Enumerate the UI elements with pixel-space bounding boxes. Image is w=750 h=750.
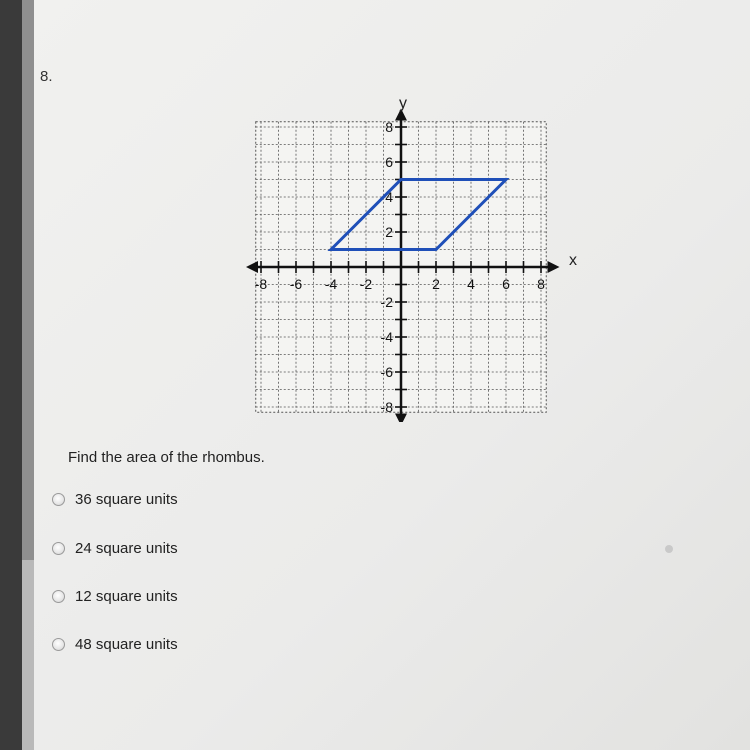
y-tick-label: -4 (380, 329, 393, 345)
answer-option-4[interactable] (52, 633, 178, 655)
x-axis-arrow-left (246, 261, 258, 273)
screen-dust-spot (665, 545, 673, 553)
x-tick-label: -4 (324, 276, 338, 292)
y-tick-label: -8 (380, 399, 393, 415)
y-axis-arrow-down (395, 414, 407, 423)
answer-option-label: 48 square units (75, 635, 178, 653)
question-prompt: Find the area of the rhombus. (68, 449, 265, 466)
radio-button[interactable] (52, 590, 65, 603)
radio-button[interactable] (52, 638, 65, 651)
x-tick-label: 8 (537, 276, 545, 292)
answer-option-label: 36 square units (75, 490, 178, 508)
answer-option-label: 24 square units (75, 539, 178, 557)
question-number: 8. (40, 68, 53, 85)
radio-button[interactable] (52, 542, 65, 555)
x-axis-arrow-right (548, 261, 560, 273)
y-tick-label: -2 (380, 294, 393, 310)
x-tick-label: -2 (359, 276, 373, 292)
y-tick-label: 8 (385, 119, 393, 135)
side-bar-shadow (22, 560, 34, 750)
x-tick-label: 6 (502, 276, 510, 292)
y-axis-label: y (399, 94, 407, 112)
x-tick-label: -6 (289, 276, 303, 292)
question-side-bar (22, 0, 34, 560)
x-tick-label: 4 (467, 276, 475, 292)
answer-option-label: 12 square units (75, 587, 178, 605)
answer-option-1[interactable] (52, 488, 178, 510)
y-tick-label: 2 (385, 224, 393, 240)
window-left-edge (0, 0, 22, 750)
answer-option-2[interactable] (52, 537, 178, 559)
coordinate-graph (240, 92, 580, 422)
y-tick-label: -6 (380, 364, 393, 380)
x-tick-label: -8 (254, 276, 268, 292)
y-tick-label: 6 (385, 154, 393, 170)
y-tick-label: 4 (385, 189, 393, 205)
x-axis-label: x (569, 252, 577, 269)
answer-option-3[interactable] (52, 585, 178, 607)
radio-button[interactable] (52, 493, 65, 506)
x-tick-label: 2 (432, 276, 440, 292)
